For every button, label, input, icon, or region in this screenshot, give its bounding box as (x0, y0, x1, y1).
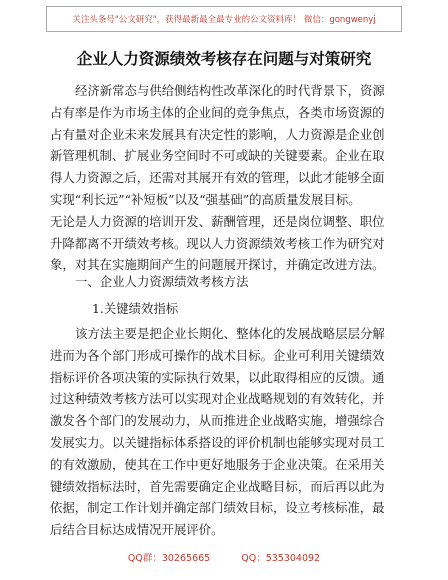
text-line: 经济新常态与供给侧结构性改革深化的时代背景下，资源 (75, 83, 385, 98)
text-line: 过这种绩效考核方法可以实现对企业战略规划的有效转化，并 (50, 391, 385, 407)
text-line: 的有效激励，使其在工作中更好地服务于企业决策。在采用关 (50, 456, 385, 472)
text-line: 指标评价各项决策的实际执行效果，以此取得相应的反馈。通 (50, 369, 385, 385)
subsection-heading: 1.关键绩效指标 (92, 301, 179, 316)
text-line: 新管理机制、扩展业务空间时不可或缺的关键要素。企业在取 (50, 148, 385, 164)
paragraph-2 (50, 323, 390, 541)
section-heading: 一、企业人力资源绩效考核方法 (75, 274, 249, 289)
text-line: 实现“利长远”“补短板”以及“强基础”的高质量发展目标。 (50, 191, 361, 207)
header-notice: 关注头条号"公文研究"，获得最新最全最专业的公文资料库！ 微信：gongwenyj (72, 15, 376, 25)
text-line: 该方法主要是把企业长期化、整体化的发展战略层层分解 (75, 326, 385, 341)
text-line: 发展实力。以关键指标体系搭设的评价机制也能够实现对员工 (50, 434, 385, 450)
document-title: 企业人力资源绩效考核存在问题与对策研究 (76, 50, 372, 68)
footer-qq: QQ：535304092 (241, 553, 321, 564)
text-line: 象，对其在实施期间产生的问题展开探讨，并确定改进方法。 (50, 257, 385, 273)
text-line: 进而为各个部门形成可操作的战术目标。企业可利用关键绩效 (50, 347, 385, 363)
text-line: 后结合目标达成情况开展评价。 (50, 522, 224, 538)
text-line: 键绩效指标法时，首先需要确定企业战略目标，而后再以此为 (50, 478, 385, 494)
text-line: 依据，制定工作计划并确定部门绩效目标，设立考核标准，最 (50, 500, 385, 516)
text-line: 得人力资源之后，还需对其展开有效的管理，以此才能够全面 (50, 170, 385, 186)
paragraph-1 (50, 80, 390, 276)
text-line: 激发各个部门的发展动力，从而推进企业战略实施，增强综合 (50, 413, 385, 429)
text-line: 占有率是作为市场主体的企业间的竞争焦点，各类市场资源的 (50, 104, 385, 120)
footer-qq-group: QQ群：30265665 (127, 553, 211, 564)
text-line: 升降都离不开绩效考核。现以人力资源绩效考核工作为研究对 (50, 235, 385, 251)
header-notice-box (46, 6, 402, 32)
text-line: 无论是人力资源的培训开发、薪酬管理，还是岗位调整、职位 (50, 213, 385, 229)
footer-contact (0, 550, 448, 564)
text-line: 占有量对企业未来发展具有决定性的影响，人力资源是企业创 (50, 126, 385, 142)
